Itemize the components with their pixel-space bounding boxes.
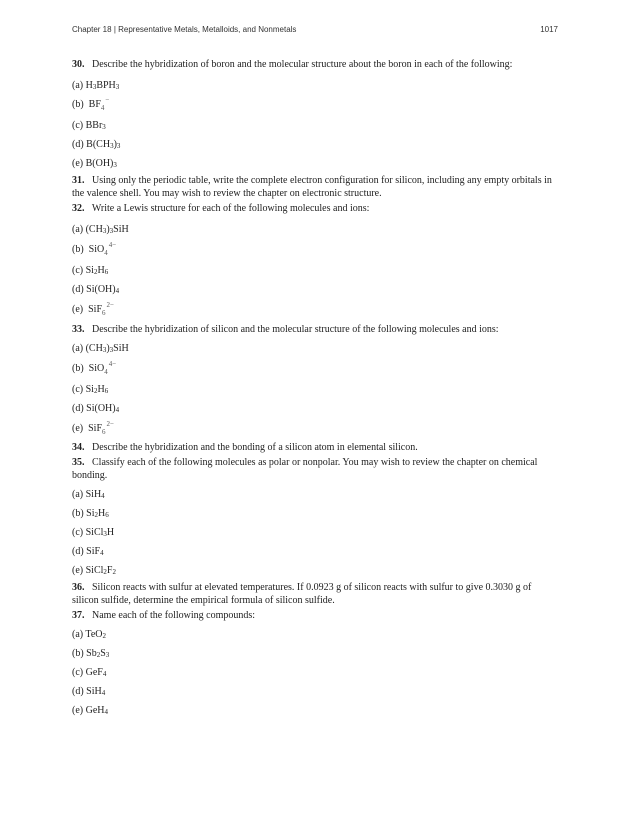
- question-number: 31.: [72, 175, 85, 186]
- option-35e: (e) $SiCl_2F_2$: [72, 565, 116, 576]
- question-number: 34.: [72, 442, 85, 453]
- question-text: Name each of the following compounds:: [92, 610, 256, 621]
- question-36: [72, 581, 558, 607]
- question-text: Describe the hybridization of silicon and the molecular structure of the following molecules and ions:: [92, 324, 499, 335]
- option-32d: (d) $Si(OH)_4$: [72, 284, 120, 295]
- option-37c: (c) GeF$_4$: [72, 667, 107, 678]
- option-33b: (b) SiO$_4^{4-}$: [72, 360, 117, 376]
- option-35a: (a) SiH$_4$: [72, 489, 105, 500]
- option-32c: (c) $Si_2H_6$: [72, 265, 109, 276]
- ion-formula: $BF_4^-$: [88, 96, 110, 112]
- option-30c: (c) BBr$_3$: [72, 120, 106, 131]
- option-30e: (e) $B(OH)_3$: [72, 158, 117, 169]
- ion-formula: SiF$_6^{2-}$: [88, 301, 114, 317]
- question-text: Classify each of the following molecules as polar or nonpolar. You may wish to review the chapter on chemical bonding.: [72, 457, 538, 481]
- option-32e: (e) SiF$_6^{2-}$: [72, 301, 114, 317]
- page-number: 1017: [540, 25, 558, 34]
- question-37: [72, 609, 558, 622]
- option-35d: (d) SiF$_4$: [72, 546, 104, 557]
- option-30b: (b) $BF_4^-$: [72, 96, 110, 112]
- question-number: 33.: [72, 324, 85, 335]
- chapter-title: Representative Metals, Metalloids, and Nonmetals: [118, 25, 297, 34]
- option-37b: (b) $Sb_2S_3$: [72, 648, 110, 659]
- question-33: [72, 323, 558, 336]
- question-number: 35.: [72, 457, 85, 468]
- option-37e: (e) GeH$_4$: [72, 705, 108, 716]
- question-text: Using only the periodic table, write the complete electron configuration for silicon, including any empty orbitals in the valence shell. You may wish to review the chapter on electronic structure.: [72, 175, 552, 199]
- question-number: 30.: [72, 59, 85, 70]
- option-33a: (a) $(CH_3)_3SiH$: [72, 343, 129, 354]
- option-37d: (d) SiH$_4$: [72, 686, 106, 697]
- question-34: [72, 441, 558, 454]
- option-33e: (e) SiF$_6^{2-}$: [72, 420, 114, 436]
- option-35b: (b) $Si_2H_6$: [72, 508, 109, 519]
- question-text: Write a Lewis structure for each of the following molecules and ions:: [91, 203, 370, 214]
- option-32b: (b) SiO$_4^{4-}$: [72, 241, 117, 257]
- option-33c: (c) $Si_2H_6$: [72, 384, 109, 395]
- question-text: Silicon reacts with sulfur at elevated temperatures. If 0.0923 g of silicon reacts with sulfur to give 0.3030 g of silicon sulfide, determine the empirical formula of silicon sulfide.: [72, 582, 532, 606]
- question-text: Describe the hybridization and the bonding of a silicon atom in elemental silicon.: [92, 442, 418, 453]
- question-35: [72, 456, 558, 482]
- question-number: 32.: [72, 203, 85, 214]
- question-31: [72, 174, 558, 200]
- question-number: 36.: [72, 582, 85, 593]
- option-37a: (a) TeO$_2$: [72, 629, 106, 640]
- question-text: Describe the hybridization of boron and the molecular structure about the boron in each of the following:: [92, 59, 513, 70]
- question-number: 37.: [72, 610, 85, 621]
- question-30: [72, 58, 558, 71]
- page-header: [72, 25, 558, 34]
- header-separator: |: [111, 25, 119, 34]
- exercise-list: [72, 58, 558, 723]
- option-30d: (d) $B(CH_3)_3$: [72, 139, 121, 150]
- question-32: [72, 202, 558, 215]
- option-32a: (a) $(CH_3)_3SiH$: [72, 224, 129, 235]
- option-30a: (a) $H_3BPH_3$: [72, 80, 120, 91]
- ion-formula: SiO$_4^{4-}$: [88, 241, 117, 257]
- option-35c: (c) SiCl$_3$H: [72, 527, 115, 538]
- chapter-label: Chapter 18: [72, 25, 112, 34]
- option-33d: (d) $Si(OH)_4$: [72, 403, 120, 414]
- ion-formula: SiO$_4^{4-}$: [88, 360, 117, 376]
- ion-formula: SiF$_6^{2-}$: [88, 420, 114, 436]
